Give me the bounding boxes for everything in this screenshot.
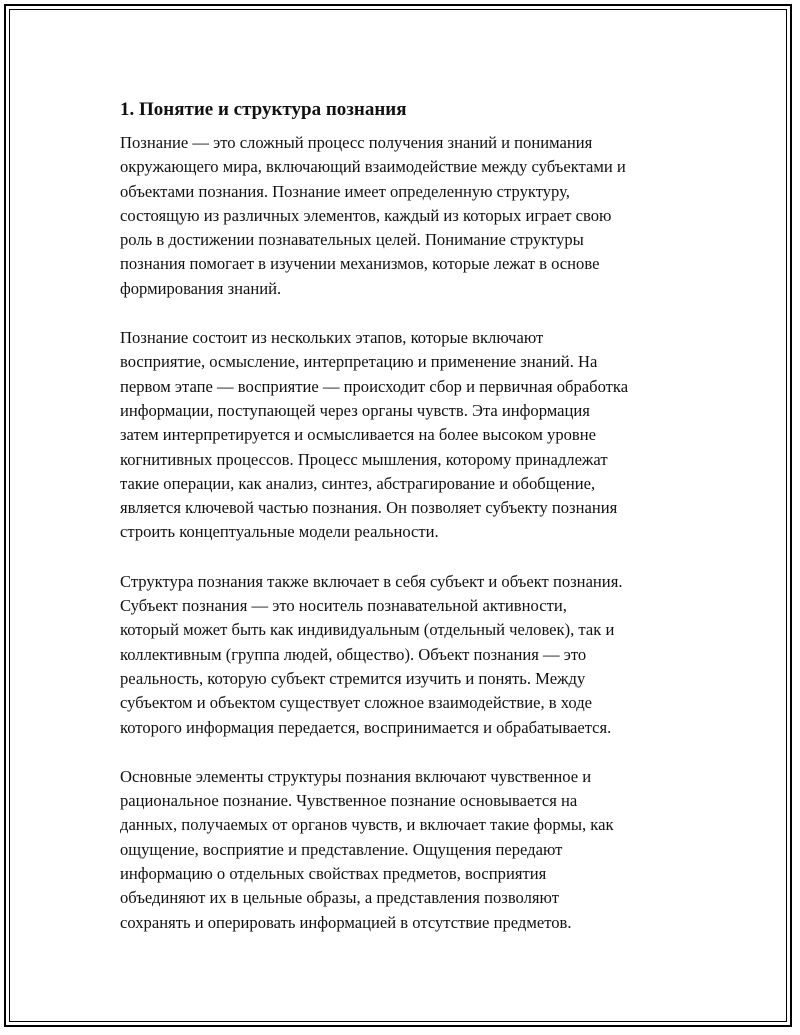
text-line: объединяют их в цельные образы, а представления позволяют [120,888,559,908]
text-line: роль в достижении познавательных целей. Понимание структуры [120,230,584,250]
text-line: реальность, которую субъект стремится изучить и понять. Между [120,668,586,688]
text-line: является ключевой частью познания. Он позволяет субъекту познания [120,498,618,518]
text-line: ощущение, восприятие и представление. Ощущения передают [120,839,563,859]
paragraph-1 [120,131,700,301]
document-content [120,98,700,960]
section-heading: 1. Понятие и структура познания [120,99,407,120]
text-line: окружающего мира, включающий взаимодействие между субъектами и [120,157,626,177]
text-line: данных, получаемых от органов чувств, и включает такие формы, как [120,815,614,835]
document-page [4,4,792,1027]
text-line: первом этапе — восприятие — происходит сбор и первичная обработка [120,376,629,396]
text-line: сохранять и оперировать информацией в отсутствие предметов. [120,912,572,932]
text-line: коллективным (группа людей, общество). Объект познания — это [120,644,587,664]
text-line: познания помогает в изучении механизмов, которые лежат в основе [120,254,600,274]
text-line: который может быть как индивидуальным (отдельный человек), так и [120,620,615,640]
text-line: Познание — это сложный процесс получения знаний и понимания [120,133,593,152]
paragraph-4 [120,765,700,935]
text-line: Структура познания также включает в себя субъект и объект познания. [120,571,623,591]
text-line: объектами познания. Познание имеет определенную структуру, [120,181,570,201]
paragraph-2 [120,326,700,545]
text-line: Познание состоит из нескольких этапов, которые включают [120,328,544,348]
text-line: затем интерпретируется и осмысливается на более высоком уровне [120,425,596,445]
text-line: строить концептуальные модели реальности. [120,522,439,542]
text-line: которого информация передается, воспринимается и обрабатывается. [120,717,612,737]
text-line: информацию о отдельных свойствах предметов, восприятия [120,864,547,884]
text-line: Основные элементы структуры познания включают чувственное и [120,766,592,786]
text-line: восприятие, осмысление, интерпретацию и применение знаний. На [120,352,598,372]
text-line: состоящую из различных элементов, каждый из которых играет свою [120,205,612,225]
text-line: формирования знаний. [120,278,282,298]
text-line: информации, поступающей через органы чувств. Эта информация [120,400,590,420]
text-line: рациональное познание. Чувственное познание основывается на [120,791,578,811]
text-line: субъектом и объектом существует сложное взаимодействие, в ходе [120,693,593,713]
paragraph-3 [120,570,700,740]
text-line: Субъект познания — это носитель познавательной активности, [120,596,567,616]
text-line: такие операции, как анализ, синтез, абстрагирование и обобщение, [120,473,596,493]
text-line: когнитивных процессов. Процесс мышления, которому принадлежат [120,449,608,469]
